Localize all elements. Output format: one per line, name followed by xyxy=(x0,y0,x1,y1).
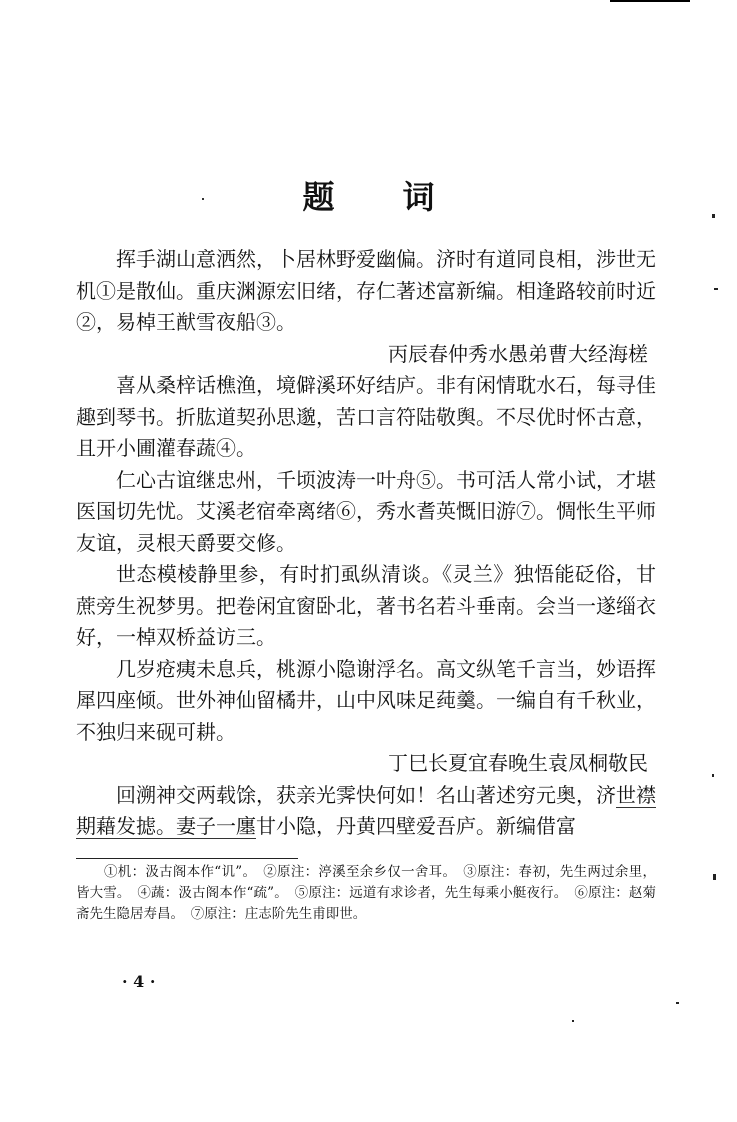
poem-5: 几岁疮痍未息兵，桃源小隐谢浮名。高文纵笔千言当，妙语挥犀四座倾。世外神仙留橘井，山中风味足莼羹。一编自有千秋业，不独归来砚可耕。 xyxy=(76,656,656,744)
poem-6 xyxy=(76,780,656,843)
signature-2: 丁巳长夏宜春晚生袁凤桐敬民 xyxy=(388,751,648,775)
poem-4: 世态模棱静里参，有时扪虱纵清谈。《灵兰》独悟能砭俗，甘蔗旁生祝梦男。把卷闲宜窗卧北，著书名若斗垂南。会当一遂缁衣好，一棹双桥益访三。 xyxy=(76,562,656,649)
speck xyxy=(712,214,715,218)
page-number: · 4 · xyxy=(122,972,156,991)
poem-6-part-1: 回溯神交两载馀，获亲光霁快何如！名山著述穷元奥，济 xyxy=(116,782,616,807)
speck xyxy=(572,1020,574,1022)
speck xyxy=(713,874,716,880)
inscription-body xyxy=(76,244,656,843)
poem-6-part-2: 甘小隐，丹黄四壁爱吾庐。新编借富 xyxy=(256,814,576,838)
page-title xyxy=(0,172,737,218)
footnote-text: ①机：汲古阁本作“讥”。 ②原注：渟溪至余乡仅一舍耳。 ③原注：春初，先生两过余里，皆大雪。 ④蔬：汲古阁本作“疏”。 ⑤原注：远道有求诊者，先生每乘小艇夜行。 ⑥原注：赵菊斋先生隐居寿昌。 ⑦原注：庄志阶先生甫即世。 xyxy=(76,864,656,922)
poem-6-underlined: 世襟期藉发摅。妻子一廛 xyxy=(76,782,656,838)
footnote-divider xyxy=(76,858,298,859)
top-edge-bar xyxy=(610,0,690,2)
poem-1: 挥手湖山意洒然，卜居林野爱幽偏。济时有道同良相，涉世无机①是散仙。重庆渊源宏旧绪，存仁著述富新编。相逢路较前时近②，易棹王猷雪夜船③。 xyxy=(76,247,656,334)
speck xyxy=(676,1002,679,1004)
speck xyxy=(714,288,718,290)
title-char-2: 词 xyxy=(402,178,435,216)
poem-3: 仁心古谊继忠州，千顷波涛一叶舟⑤。书可活人常小试，才堪医国切先忧。艾溪老宿牵离绪⑥，秀水耆英慨旧游⑦。惆怅生平师友谊，灵根天爵要交修。 xyxy=(76,467,656,555)
poem-2: 喜从桑梓话樵渔，境僻溪环好结庐。非有闲情耽水石，每寻佳趣到琴书。折肱道契孙思邈，苦口言符陆敬舆。不尽优时怀古意，且开小圃灌春蔬④。 xyxy=(76,373,656,460)
speck xyxy=(712,774,714,777)
signature-1: 丙辰春仲秀水愚弟曹大经海槎 xyxy=(388,341,648,366)
title-char-1: 题 xyxy=(302,178,335,216)
footnotes xyxy=(76,862,656,925)
